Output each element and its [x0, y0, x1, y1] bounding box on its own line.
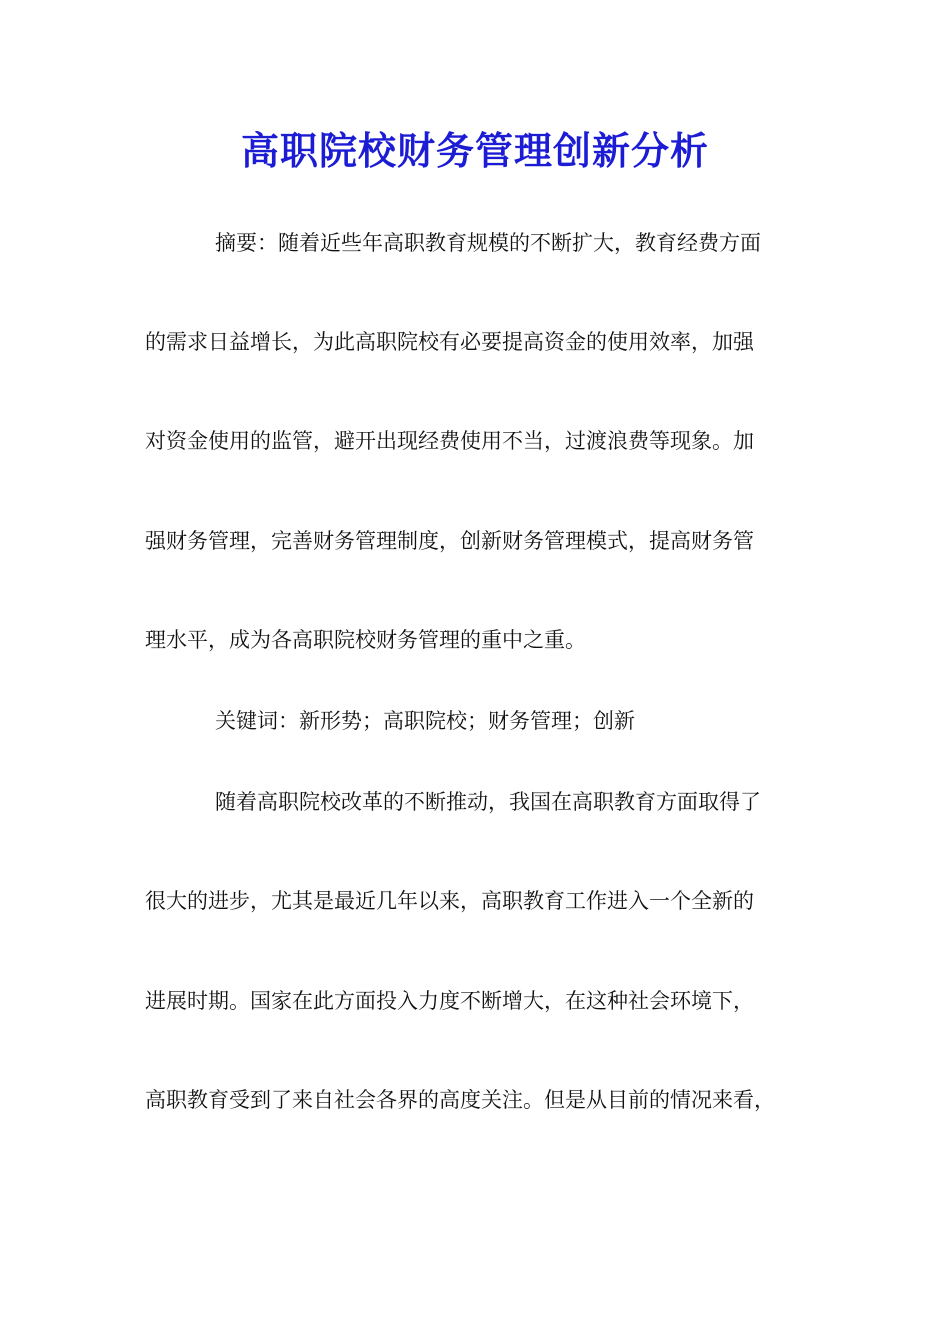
abstract-line-4: 强财务管理，完善财务管理制度，创新财务管理模式，提高财务管: [145, 529, 754, 553]
abstract-line-1: 摘要：随着近些年高职教育规模的不断扩大，教育经费方面: [215, 231, 761, 255]
abstract-line-5: 理水平，成为各高职院校财务管理的重中之重。: [145, 628, 586, 652]
keywords-line: 关键词：新形势；高职院校；财务管理；创新: [215, 709, 635, 733]
document-title: 高职院校财务管理创新分析: [240, 128, 709, 173]
body-line-1: 随着高职院校改革的不断推动，我国在高职教育方面取得了: [215, 790, 761, 814]
abstract-line-2: 的需求日益增长，为此高职院校有必要提高资金的使用效率，加强: [145, 330, 754, 354]
body-line-2: 很大的进步，尤其是最近几年以来，高职教育工作进入一个全新的: [145, 889, 754, 913]
body-line-3: 进展时期。国家在此方面投入力度不断增大，在这种社会环境下，: [145, 989, 754, 1013]
abstract-line-3: 对资金使用的监管，避开出现经费使用不当，过渡浪费等现象。加: [145, 429, 754, 453]
body-line-4: 高职教育受到了来自社会各界的高度关注。但是从目前的情况来看，: [145, 1088, 775, 1112]
